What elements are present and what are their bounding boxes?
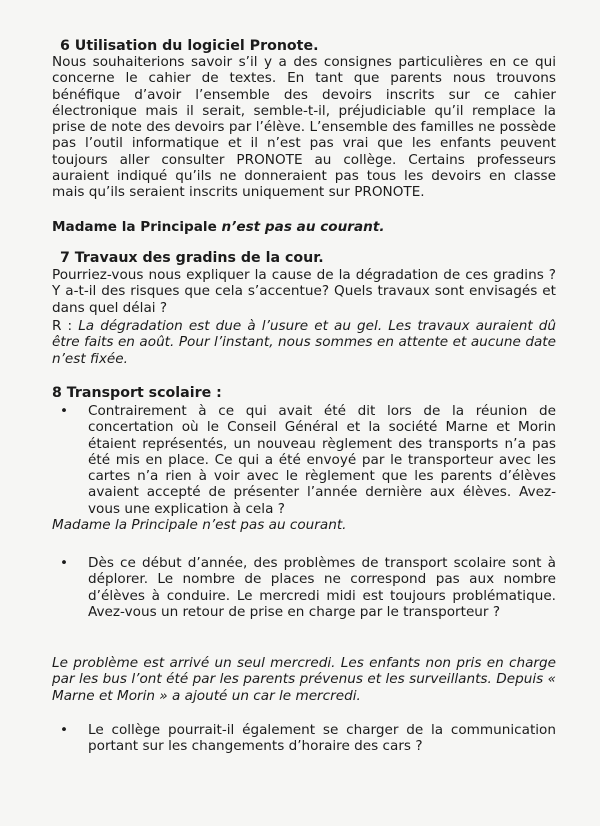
bullet-icon: •	[60, 403, 69, 419]
bullet-item-2	[60, 555, 556, 620]
section-6-body: Nous souhaiterions savoir s’il y a des consignes particulières en ce qui concerne le cahier de textes. En tant que parents nous trouvons bénéfique d’avoir l’ensemble des devoirs inscrits sur ce cahier électronique mais il serait, semble-t-il, préjudiciable qu’il remplace la prise de note des devoirs par l’élève. L’ensemble des familles ne possède pas l’outil informatique et il n’est pas vrai que les enfants peuvent toujours aller consulter PRONOTE au collège. Certains professeurs auraient indiqué qu’ils ne donneraient pas tous les devoirs en classe mais qu’ils seraient inscrits uniquement sur PRONOTE.	[52, 54, 556, 201]
section-7-answer	[52, 318, 556, 367]
section-7-heading: 7 Travaux des gradins de la cour.	[60, 250, 324, 266]
answer-prefix: R :	[52, 318, 79, 334]
bullet-2-text: Dès ce début d’année, des problèmes de transport scolaire sont à déplorer. Le nombre de places ne correspond pas aux nombre d’élèves à conduire. Le mercredi midi est toujours problématique. Avez-vous un retour de prise en charge par le transporteur ?	[88, 555, 556, 620]
bullet-2-answer: Le problème est arrivé un seul mercredi. Les enfants non pris en charge par les bus l’ont été par les parents prévenus et les surveillants. Depuis « Marne et Morin » a ajouté un car le mercredi.	[52, 655, 556, 704]
section-8-heading: 8 Transport scolaire :	[52, 385, 222, 401]
bullet-3-text: Le collège pourrait-il également se charger de la communication portant sur les changements d’horaire des cars ?	[88, 722, 556, 755]
section-6-heading: 6 Utilisation du logiciel Pronote.	[60, 38, 319, 54]
answer-bold-text: Madame la Principale	[52, 219, 222, 235]
bullet-1-text: Contrairement à ce qui avait été dit lors de la réunion de concertation où le Conseil Général et la société Marne et Morin étaient représentés, un nouveau règlement des transports n’a pas été mis en place. Ce qui a été envoyé par le transporteur avec les cartes n’a rien à voir avec le règlement que les parents d’élèves avaient accepté de présenter l’année dernière aux élèves. Avez-vous une explication à cela ?	[88, 403, 556, 517]
bullet-item-3	[60, 722, 556, 755]
section-6-answer	[52, 219, 556, 235]
section-7-body: Pourriez-vous nous expliquer la cause de la dégradation de ces gradins ? Y a-t-il des risques que cela s’accentue? Quels travaux sont envisagés et dans quel délai ?	[52, 267, 556, 316]
bullet-1-answer: Madame la Principale n’est pas au courant.	[52, 517, 347, 533]
bullet-icon: •	[60, 722, 69, 738]
answer-bold-italic-text: n’est pas au courant.	[221, 219, 385, 235]
answer-text: La dégradation est due à l’usure et au gel. Les travaux auraient dû être faits en août. Pour l’instant, nous sommes en attente et aucune date n’est fixée.	[52, 318, 556, 367]
bullet-icon: •	[60, 555, 69, 571]
bullet-item-1	[60, 403, 556, 517]
